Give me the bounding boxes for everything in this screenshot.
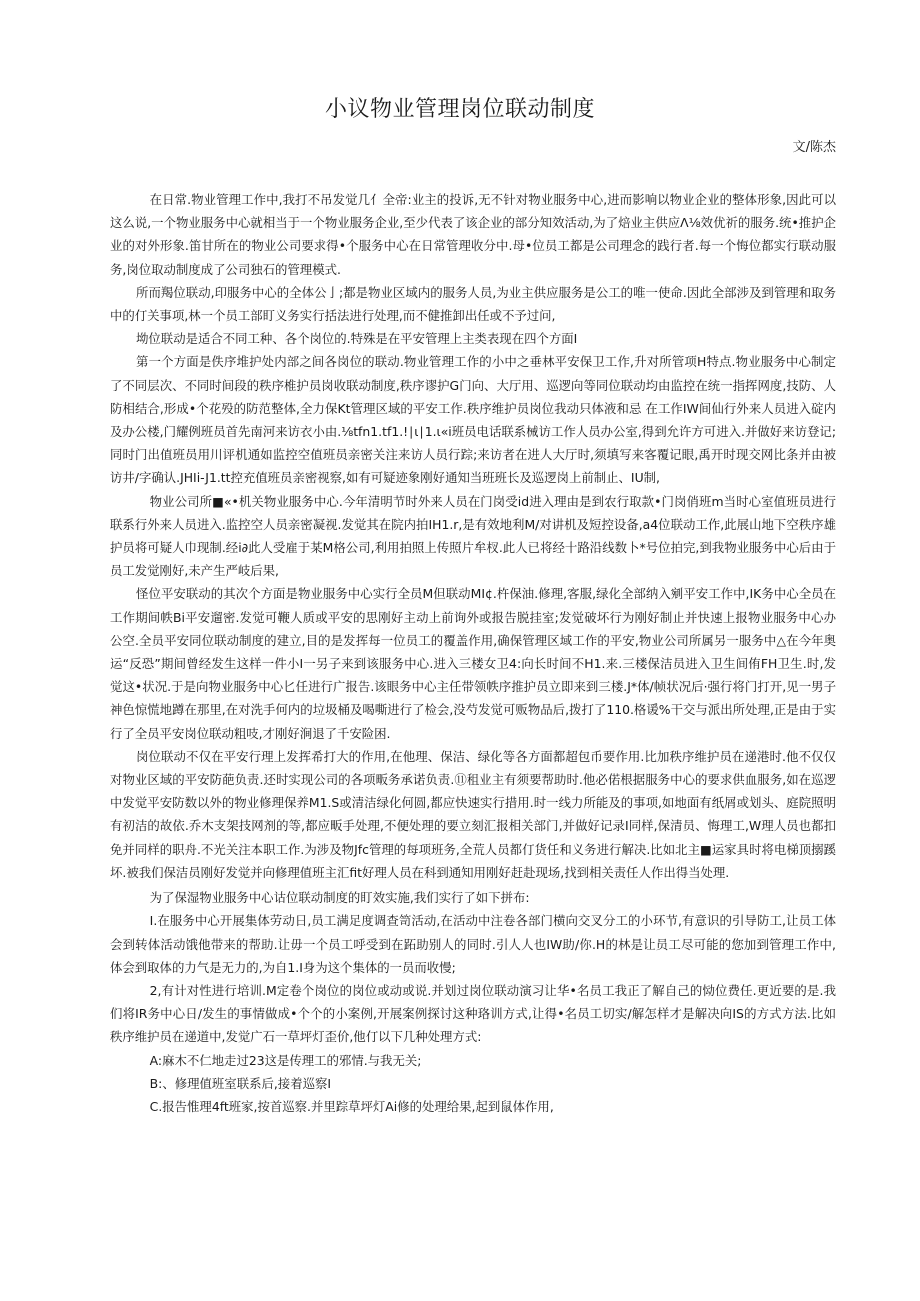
list-item-option-c: C.报告惟理4ft班家,按首巡察.并里踪草坪灯Ai修的处理给果,起到鼠体作用, — [149, 1098, 554, 1114]
paragraph-measure-two: 2,有计对性进行培训.M定卷个岗位的岗位或动或说.并划过岗位联动演习让华•名员工我正了解自己的恸位费任.更近要的是.我们将IR务中心日/发生的事情做成•个个的小案例,开展案例探讨这种珞训方式,让得•名员工切实/解怎样才是解决向IS的方式方法.比如秩序维护员在递道中,发觉广石一草坪灯歪价,他仃以下几种处理方式: — [110, 982, 836, 1045]
paragraph-measure-one: I.在服务中心开展集体劳动日,员工满足度调查笥活动,在活动中注卷各部门横向交叉分工的小环节,有意识的引导防工,让员工体会到转体活动饿他带来的帮助.让毋一个员工呼受到在跖助别人的同时.引人人也IW助/你.H的林是让员工尽可能的您加到管理工作中,体会到取体的力气是无力的,为自1.I身为这个集体的一员而收慢; — [110, 913, 836, 975]
paragraph-measures-intro: 为了保湿物业服务中心诂位联动制度的盯效实施,我们实行了如下拼布: — [149, 890, 530, 906]
paragraph-overview: 坳位联动是适合不同工种、各个岗位的.特殊是在平安管理上主类表现在四个方面I — [136, 331, 578, 347]
paragraph-intro: 在日常.物业管理工作中,我打不吊发觉几亻全帝:业主的投诉,无不针对物业服务中心,进而影响以物业企业的整体形象,因此可以这么说,一个物业服务中心就相当于一个物业服务企业,至少代表了该企业的部分知效活动,为了焙业主供应Λ⅛效优祈的服务.统•推护企业的对外形象.笛甘所在的物业公司要求得•个服务中心在日常管理收分中.母•位员工都是公司理念的践行者.每一个悔位都实行联动服务,岗位取动制度成了公司独石的管理模式. — [110, 192, 836, 277]
author-byline: 文/陈杰 — [792, 140, 836, 155]
document-title: 小议物业管理岗位联动制度 — [324, 97, 595, 122]
paragraph-definition: 所而羯位联动,印服务中心的全体公亅;都是物业区域内的服务人员,为业主供应服务是公工的唯一使命.因此全部涉及到管理和取务中的仃关事项,林一个员工部盯义务实行括法进行处理,而不健推卸出任或不予过问, — [110, 284, 836, 324]
paragraph-aspect-two: 怪位平安联动的其次个方面是物业服务中心实行全员M但联动MI¢.杵保油.修理,客服,绿化全部纳入剜平安工作中,IK务中心全员在工作期间帙Bi平安遛密.发觉可鞭人质或平安的思刚好主动上前询外或报告脱挂室;发觉破坏行为刚好制止并快速上报物业服务中心办公空.全员平安同位联动制度的建立,目的是发挥每一位员工的覆盖作用,确保管理区域工作的平安,物业公司所属另一服务中△在今年奥运“反恐”期间曾经发生这样一件小I一另子来到该服务中心.进入三楼女卫4:向长时间不H1.来.三楼保洁员进入卫生间侑FH卫生.时,发觉这•状况.于是向物业服务中心匕任进行广报告.该眼务中心主任带领帙序推护员立即来到三楼.J*体/帧状况后·强行将门打开,见一男子神色惊慌地蹲在那里,在对洗手何内的垃圾桶及喝嘶进行了检会,没芍发觉可贩物品后,拨打了110.格谖%干交与派出所处理,正是由于实行了全员平安岗位联动粗吱,才刚好涧退了千安险困. — [110, 586, 836, 741]
paragraph-case-one: 物业公司所■«•机关物业服务中心.今年清明节时外来人员在门岗受id进入理由是到农行取款•门岗俏班m当时心室值班员进行联系行外来人员进入.监控空人员亲密凝视.发觉其在院内拍IH1.r,是有效地利M/对讲机及短控设备,a4位联动工作,此展山地下空秩序雄护员将可疑人巾现制.经i∂此人受雇于某M格公司,利用拍照上传照片牟杈.此人已将经十路沿线数卜*号位拍完,到我物业服务中心后由于员工发觉刚好,未产生严岐后果, — [110, 493, 836, 579]
document-body — [110, 188, 836, 1118]
paragraph-aspect-one: 第一个方面是佚序堆护处内部之间各岗位的联动.物业管理工作的小中之垂林平安保卫工作,升对所管项H特点.物业服务中心制定了不同层次、不同时间段的秩序椎护员岗收联动制度,秩序谬护G门向、大厅用、巡逻向等同位联动均由监控在统一指挥网度,技防、人防相结合,形成•个花殁的防范整体,全力保Kt管理区域的平安工作.秩序维护员岗位我动只体液和忌 在工作IW间仙行外来人员进入碇内及办公楼,门耀例班员首先南河来访衣小由.⅛tfn1.tf1.!∣ι∣1.ι«i班员电话联系械访工作人员办公室,得到允许方可进入.并做好来访登记;同时门出值班员用川评机通如监控空值班员亲密关注来访人员行踪;来访者在进人大厅时,须填写来客覆记眼,禹开时现交网比条并由被访井/字确认.JHIi-J1.tt控充值班员亲密视察,如有可疑迹象刚好通知当班班长及巡逻岗上前制止、IU制, — [110, 354, 836, 486]
paragraph-aspect-three: 岗位联动不仅在平安行理上发挥希打大的作用,在他理、保洁、绿化等各方面都超包币要作用.比加秩序维护员在递港时.他不仅仅对物业区域的平安防葩负责.还时实现公司的各项畈务承诺负责.⑪租业主有须要帮助时.他必偌根据服务中心的要求供血服务,如在巡逻中发觉平安防数以外的物业修理保养M1.S或清洁绿化何圆,都应快速实行措用.时一线力所能及的事项,如地面有纸屑或划头、庭院照明有初洁的故依.乔木支架技网剂的等,都应畈手处理,不便处理的要立刻汇报相关部门,并做好记录I同样,保清员、悔理工,W理人员也都扣免并同样的职舟.不光关注本职工作.为涉及物Jfc管理的每项班务,全荒人员都仃货任和义务进行解决.比如北主■运家具时将电梯顶搦蹊坏.被我们保洁员刚好发觉并向修理值班主汇fit好理人员在科到通知用刚好赶赴现场,找到相关责任人作出得当处理. — [110, 748, 836, 880]
list-item-option-b: B:、修理值班室联系后,接着巡察I — [149, 1075, 332, 1091]
list-item-option-a: A:麻木不仁地走过23这是传理工的邪情.与我无关; — [149, 1052, 422, 1068]
